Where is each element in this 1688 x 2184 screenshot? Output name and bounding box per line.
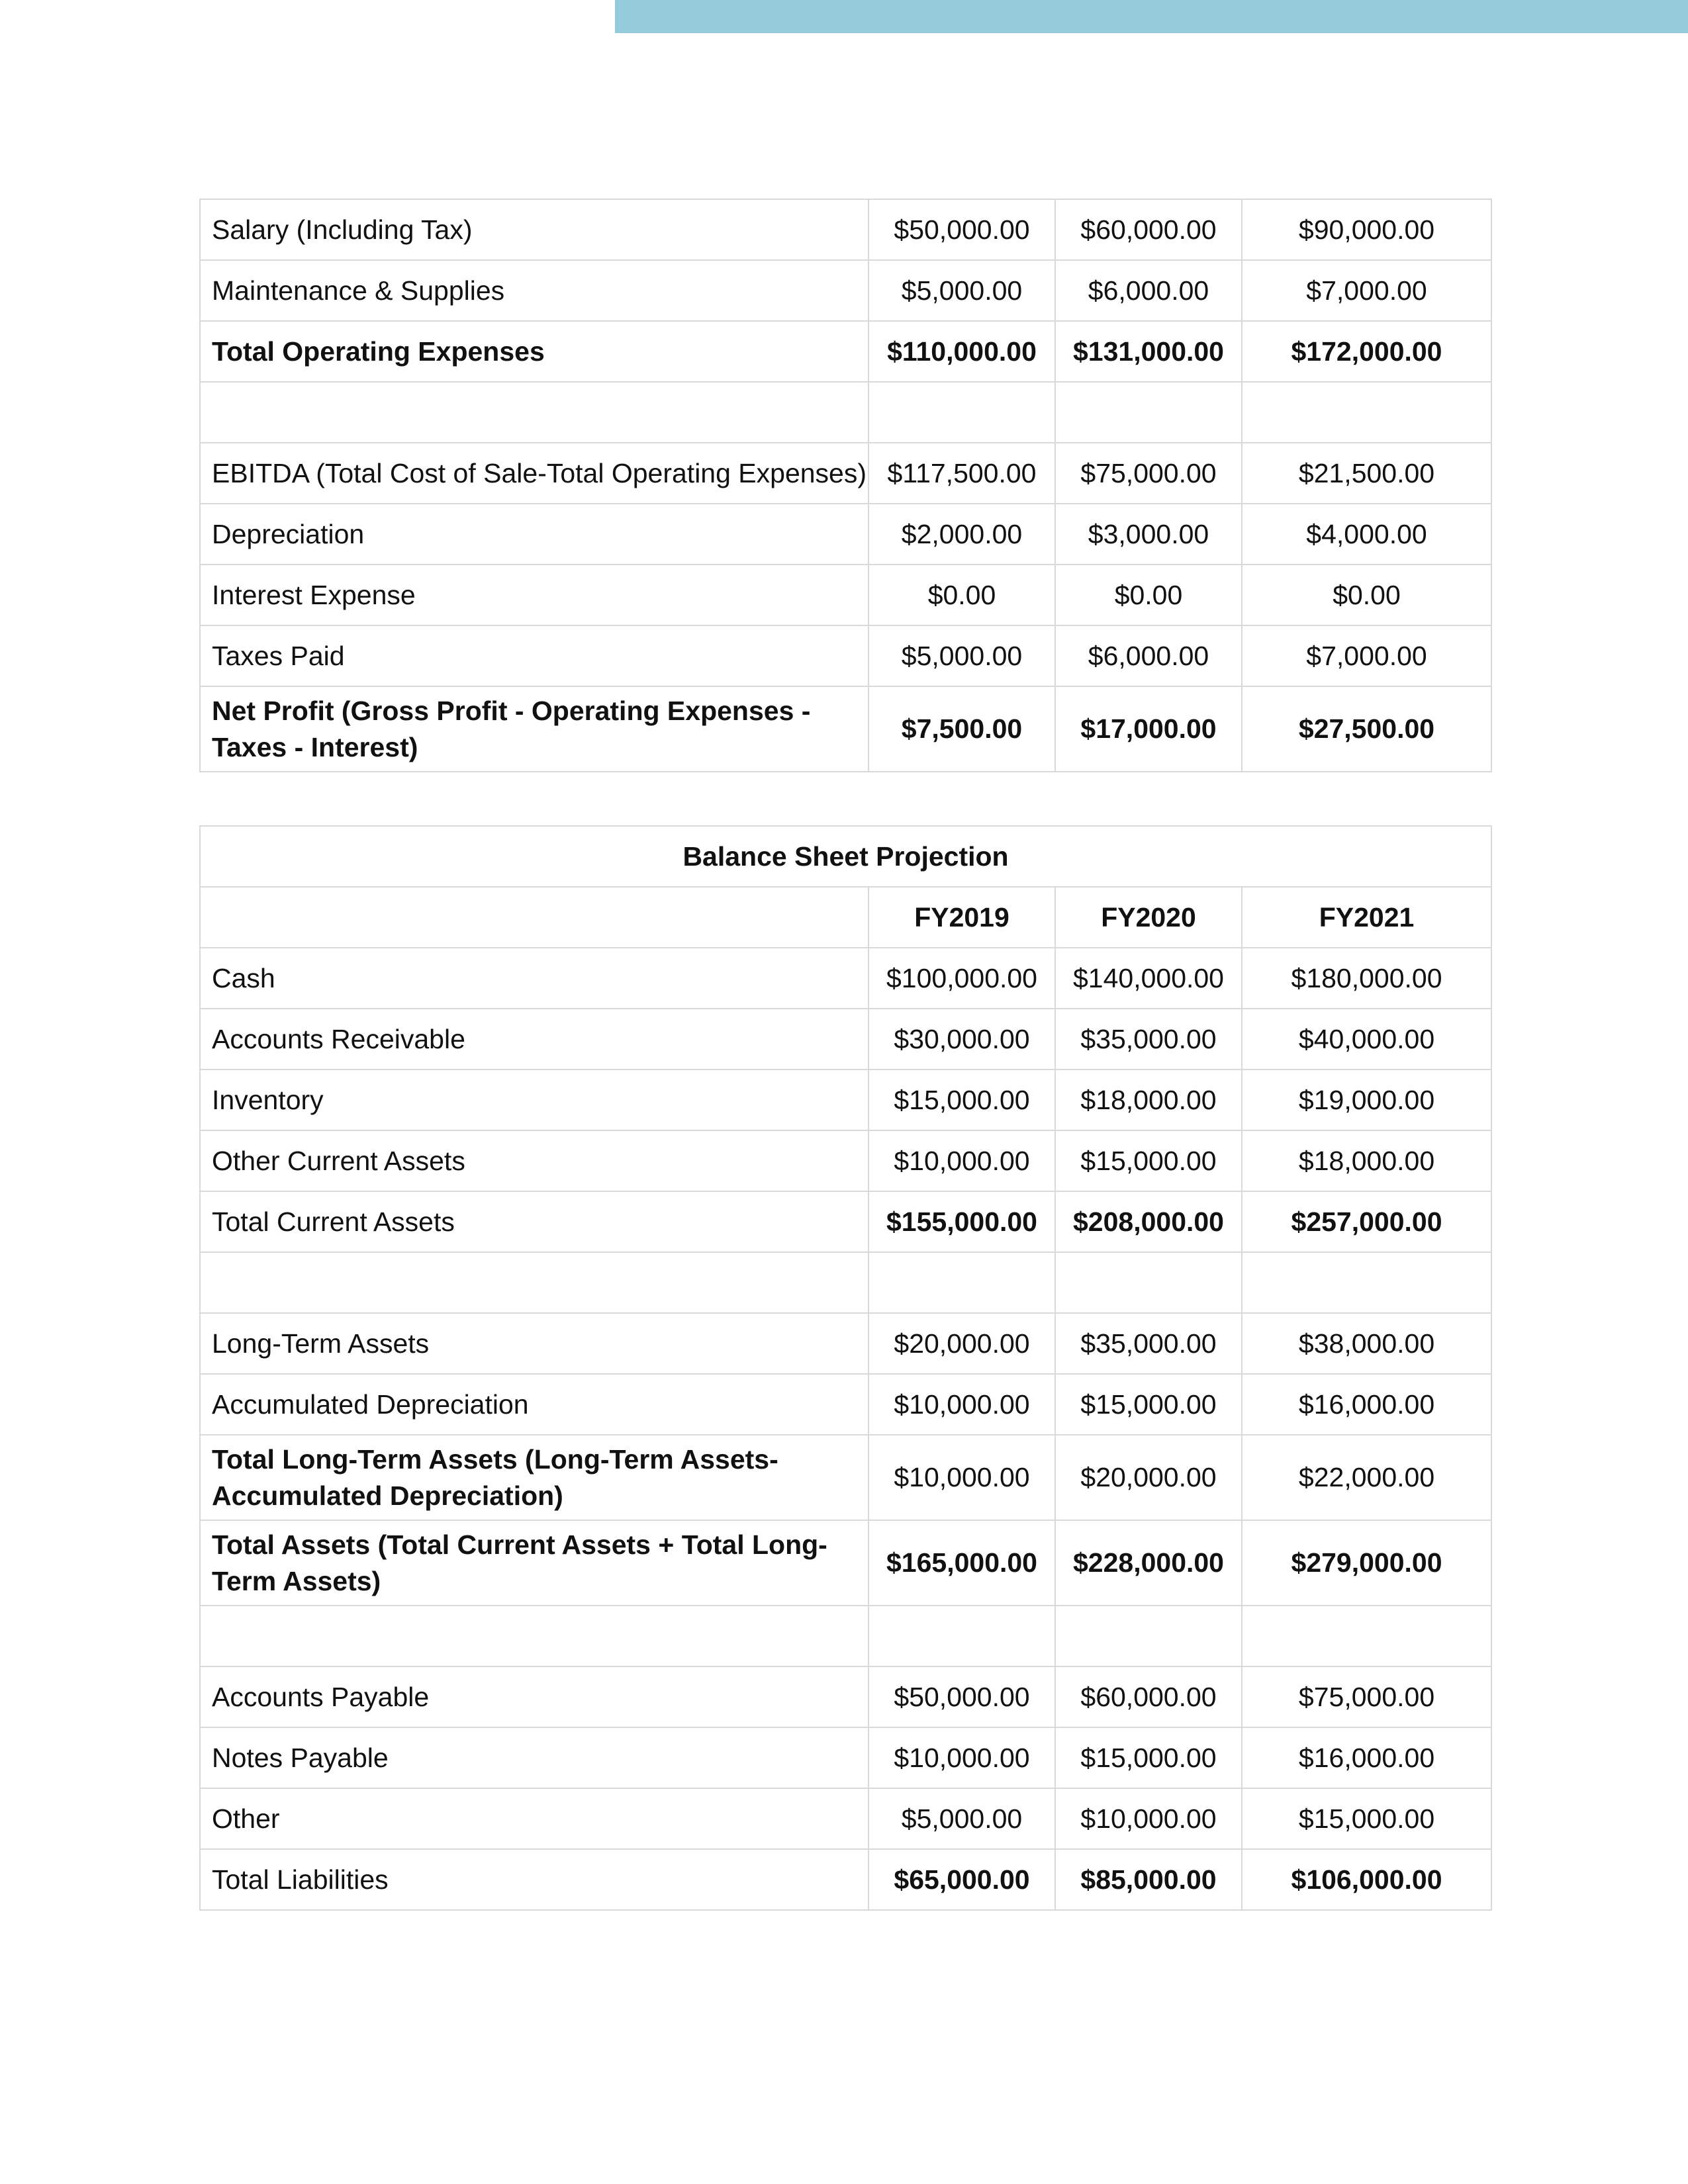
value-cell: $208,000.00 [1055, 1191, 1242, 1252]
value-cell: $172,000.00 [1242, 321, 1491, 382]
value-cell: $6,000.00 [1055, 625, 1242, 686]
income-row [200, 321, 1491, 382]
value-cell: $27,500.00 [1242, 686, 1491, 772]
value-cell: $140,000.00 [1055, 948, 1242, 1009]
value-cell: $7,000.00 [1242, 625, 1491, 686]
value-cell: $0.00 [868, 565, 1055, 625]
value-cell: $6,000.00 [1055, 260, 1242, 321]
value-cell: $30,000.00 [868, 1009, 1055, 1069]
balance-row [200, 1130, 1491, 1191]
row-label: Salary (Including Tax) [200, 199, 868, 260]
value-cell: $85,000.00 [1055, 1849, 1242, 1910]
value-cell: $22,000.00 [1242, 1435, 1491, 1520]
value-cell: $5,000.00 [868, 1788, 1055, 1849]
row-label: Other [200, 1788, 868, 1849]
empty-cell [1242, 1606, 1491, 1666]
value-cell: $15,000.00 [1055, 1130, 1242, 1191]
row-label: Maintenance & Supplies [200, 260, 868, 321]
balance-sheet-header-row [200, 887, 1491, 948]
value-cell: $10,000.00 [868, 1130, 1055, 1191]
column-header-fy2020: FY2020 [1055, 887, 1242, 948]
value-cell: $75,000.00 [1242, 1666, 1491, 1727]
value-cell: $100,000.00 [868, 948, 1055, 1009]
row-label: Total Long-Term Assets (Long-Term Assets-Accumulated Depreciation) [200, 1435, 868, 1520]
empty-cell [1242, 382, 1491, 443]
value-cell: $7,500.00 [868, 686, 1055, 772]
row-label: Taxes Paid [200, 625, 868, 686]
value-cell: $16,000.00 [1242, 1727, 1491, 1788]
row-label: EBITDA (Total Cost of Sale-Total Operating Expenses) [200, 443, 868, 504]
value-cell: $0.00 [1242, 565, 1491, 625]
value-cell: $117,500.00 [868, 443, 1055, 504]
balance-row [200, 1727, 1491, 1788]
row-label: Total Assets (Total Current Assets + Total Long-Term Assets) [200, 1520, 868, 1606]
value-cell: $35,000.00 [1055, 1313, 1242, 1374]
row-label: Interest Expense [200, 565, 868, 625]
row-label: Other Current Assets [200, 1130, 868, 1191]
income-spacer-row [200, 382, 1491, 443]
value-cell: $20,000.00 [1055, 1435, 1242, 1520]
value-cell: $15,000.00 [1242, 1788, 1491, 1849]
value-cell: $165,000.00 [868, 1520, 1055, 1606]
column-header-fy2021: FY2021 [1242, 887, 1491, 948]
balance-row [200, 1520, 1491, 1606]
income-row [200, 260, 1491, 321]
value-cell: $40,000.00 [1242, 1009, 1491, 1069]
balance-sheet-body [200, 826, 1491, 1910]
value-cell: $19,000.00 [1242, 1069, 1491, 1130]
income-row [200, 443, 1491, 504]
value-cell: $106,000.00 [1242, 1849, 1491, 1910]
balance-row [200, 948, 1491, 1009]
value-cell: $2,000.00 [868, 504, 1055, 565]
value-cell: $131,000.00 [1055, 321, 1242, 382]
row-label: Accumulated Depreciation [200, 1374, 868, 1435]
row-label: Accounts Payable [200, 1666, 868, 1727]
empty-cell [1055, 382, 1242, 443]
row-label: Depreciation [200, 504, 868, 565]
header-blank-cell [200, 887, 868, 948]
balance-spacer-row [200, 1606, 1491, 1666]
balance-sheet-title: Balance Sheet Projection [200, 826, 1491, 887]
row-label: Accounts Receivable [200, 1009, 868, 1069]
value-cell: $21,500.00 [1242, 443, 1491, 504]
row-label: Net Profit (Gross Profit - Operating Expenses - Taxes - Interest) [200, 686, 868, 772]
row-label: Cash [200, 948, 868, 1009]
income-statement-body [200, 199, 1491, 772]
empty-cell [200, 382, 868, 443]
value-cell: $18,000.00 [1242, 1130, 1491, 1191]
income-statement-table [199, 199, 1492, 772]
value-cell: $18,000.00 [1055, 1069, 1242, 1130]
row-label: Long-Term Assets [200, 1313, 868, 1374]
balance-spacer-row [200, 1252, 1491, 1313]
empty-cell [200, 1252, 868, 1313]
empty-cell [868, 382, 1055, 443]
balance-row [200, 1191, 1491, 1252]
value-cell: $3,000.00 [1055, 504, 1242, 565]
value-cell: $7,000.00 [1242, 260, 1491, 321]
value-cell: $180,000.00 [1242, 948, 1491, 1009]
balance-sheet-title-row [200, 826, 1491, 887]
balance-row [200, 1849, 1491, 1910]
income-row [200, 565, 1491, 625]
value-cell: $279,000.00 [1242, 1520, 1491, 1606]
value-cell: $90,000.00 [1242, 199, 1491, 260]
row-label: Total Current Assets [200, 1191, 868, 1252]
value-cell: $228,000.00 [1055, 1520, 1242, 1606]
value-cell: $15,000.00 [1055, 1374, 1242, 1435]
value-cell: $10,000.00 [1055, 1788, 1242, 1849]
income-row [200, 504, 1491, 565]
value-cell: $5,000.00 [868, 625, 1055, 686]
income-row [200, 686, 1491, 772]
balance-row [200, 1788, 1491, 1849]
value-cell: $16,000.00 [1242, 1374, 1491, 1435]
balance-sheet-table [199, 825, 1492, 1911]
empty-cell [200, 1606, 868, 1666]
value-cell: $15,000.00 [868, 1069, 1055, 1130]
balance-row [200, 1666, 1491, 1727]
balance-row [200, 1435, 1491, 1520]
value-cell: $10,000.00 [868, 1374, 1055, 1435]
empty-cell [1055, 1606, 1242, 1666]
value-cell: $4,000.00 [1242, 504, 1491, 565]
row-label: Notes Payable [200, 1727, 868, 1788]
value-cell: $0.00 [1055, 565, 1242, 625]
balance-row [200, 1374, 1491, 1435]
value-cell: $50,000.00 [868, 1666, 1055, 1727]
row-label: Total Liabilities [200, 1849, 868, 1910]
value-cell: $17,000.00 [1055, 686, 1242, 772]
value-cell: $20,000.00 [868, 1313, 1055, 1374]
value-cell: $75,000.00 [1055, 443, 1242, 504]
value-cell: $38,000.00 [1242, 1313, 1491, 1374]
value-cell: $65,000.00 [868, 1849, 1055, 1910]
balance-row [200, 1009, 1491, 1069]
value-cell: $10,000.00 [868, 1435, 1055, 1520]
empty-cell [868, 1252, 1055, 1313]
balance-row [200, 1069, 1491, 1130]
value-cell: $5,000.00 [868, 260, 1055, 321]
value-cell: $60,000.00 [1055, 1666, 1242, 1727]
income-row [200, 625, 1491, 686]
row-label: Total Operating Expenses [200, 321, 868, 382]
balance-row [200, 1313, 1491, 1374]
value-cell: $155,000.00 [868, 1191, 1055, 1252]
income-row [200, 199, 1491, 260]
row-label: Inventory [200, 1069, 868, 1130]
column-header-fy2019: FY2019 [868, 887, 1055, 948]
value-cell: $15,000.00 [1055, 1727, 1242, 1788]
value-cell: $60,000.00 [1055, 199, 1242, 260]
value-cell: $35,000.00 [1055, 1009, 1242, 1069]
empty-cell [868, 1606, 1055, 1666]
empty-cell [1242, 1252, 1491, 1313]
top-accent-band [615, 0, 1688, 33]
value-cell: $110,000.00 [868, 321, 1055, 382]
value-cell: $257,000.00 [1242, 1191, 1491, 1252]
value-cell: $10,000.00 [868, 1727, 1055, 1788]
value-cell: $50,000.00 [868, 199, 1055, 260]
empty-cell [1055, 1252, 1242, 1313]
